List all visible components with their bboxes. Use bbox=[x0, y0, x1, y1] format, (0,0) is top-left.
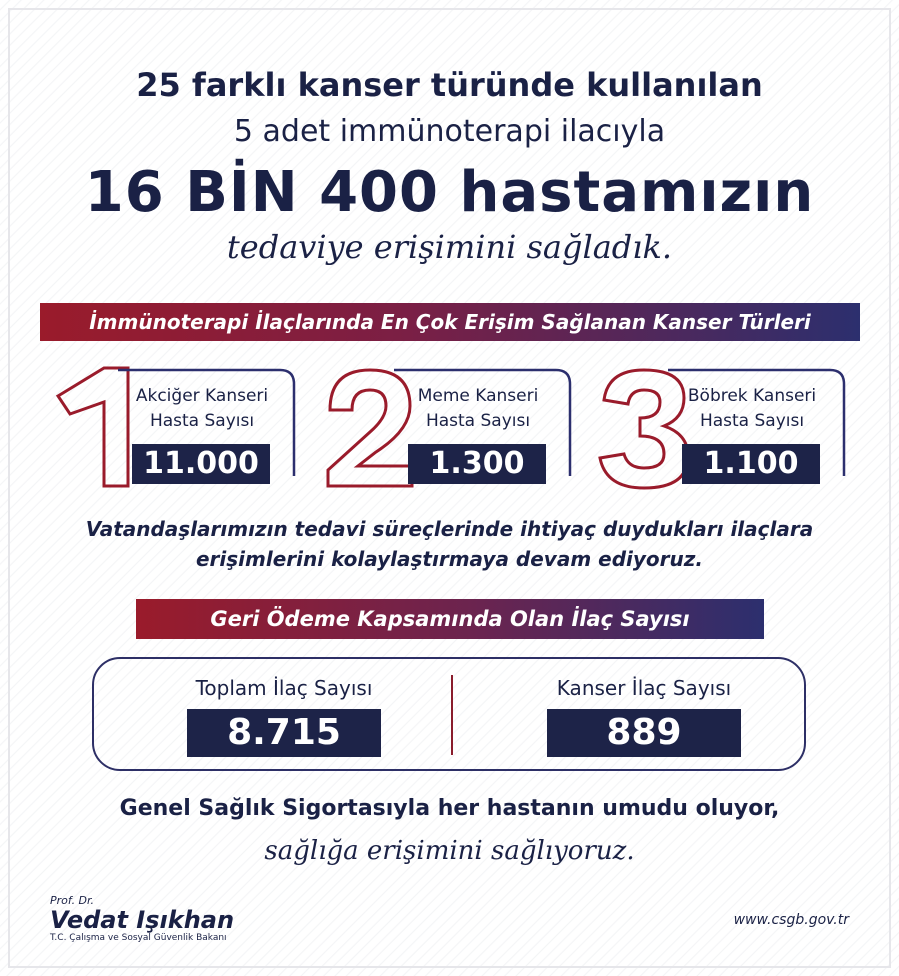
total-drugs bbox=[134, 673, 434, 757]
cancer-card-kidney bbox=[598, 366, 848, 490]
closing-line-2: sağlığa erişimini sağlıyoruz. bbox=[264, 836, 635, 866]
rank-1-label: 1 bbox=[114, 484, 115, 485]
headline-script: tedaviye erişimini sağladık. bbox=[226, 228, 673, 266]
divider bbox=[451, 675, 453, 755]
signature bbox=[50, 894, 234, 943]
patient-count-value: 1.300 bbox=[408, 444, 546, 484]
total-drugs-label: Toplam İlaç Sayısı bbox=[195, 676, 373, 700]
headline-line-2: 5 adet immünoterapi ilacıyla bbox=[233, 114, 666, 149]
total-drugs-value: 8.715 bbox=[187, 709, 381, 757]
headline-main: 16 BİN 400 hastamızın bbox=[84, 160, 815, 225]
patient-count-label: Hasta Sayısı bbox=[699, 411, 805, 431]
rank-2-label: 2 bbox=[390, 484, 391, 485]
cancer-drugs-label: Kanser İlaç Sayısı bbox=[556, 676, 732, 700]
signature-role: T.C. Çalışma ve Sosyal Güvenlik Bakanı bbox=[50, 933, 227, 943]
rank-3-label: 3 bbox=[664, 484, 665, 485]
card-label bbox=[398, 384, 558, 434]
patient-count-value: 1.100 bbox=[682, 444, 820, 484]
section2-banner: Geri Ödeme Kapsamında Olan İlaç Sayısı bbox=[136, 599, 764, 639]
patient-count-label: Hasta Sayısı bbox=[425, 411, 531, 431]
closing-line-1: Genel Sağlık Sigortasıyla her hastanın umudu oluyor, bbox=[119, 796, 780, 821]
cancer-drugs bbox=[494, 673, 794, 757]
section1-banner: İmmünoterapi İlaçlarında En Çok Erişim Sağlanan Kanser Türleri bbox=[40, 303, 860, 341]
cancer-type-label: Akciğer Kanseri bbox=[135, 386, 269, 406]
signature-name: Vedat Işıkhan bbox=[50, 906, 235, 934]
cancer-card-lung bbox=[48, 366, 298, 490]
cancer-drugs-value: 889 bbox=[547, 709, 741, 757]
signature-title: Prof. Dr. bbox=[50, 894, 95, 907]
patient-count-value: 11.000 bbox=[132, 444, 270, 484]
statement-line-1: Vatandaşlarımızın tedavi süreçlerinde ihtiyaç duydukları ilaçlara bbox=[85, 517, 814, 541]
drug-totals-box bbox=[92, 657, 806, 771]
card-label bbox=[122, 384, 282, 434]
cancer-type-label: Böbrek Kanseri bbox=[687, 386, 817, 406]
statement bbox=[0, 514, 899, 574]
card-label bbox=[672, 384, 832, 434]
patient-count-label: Hasta Sayısı bbox=[149, 411, 255, 431]
statement-line-2: erişimlerini kolaylaştırmaya devam ediyoruz. bbox=[195, 547, 703, 571]
headline-line-1: 25 farklı kanser türünde kullanılan bbox=[136, 66, 763, 104]
cancer-card-breast bbox=[324, 366, 574, 490]
cancer-type-label: Meme Kanseri bbox=[417, 386, 539, 406]
website-link[interactable]: www.csgb.gov.tr bbox=[733, 912, 849, 928]
